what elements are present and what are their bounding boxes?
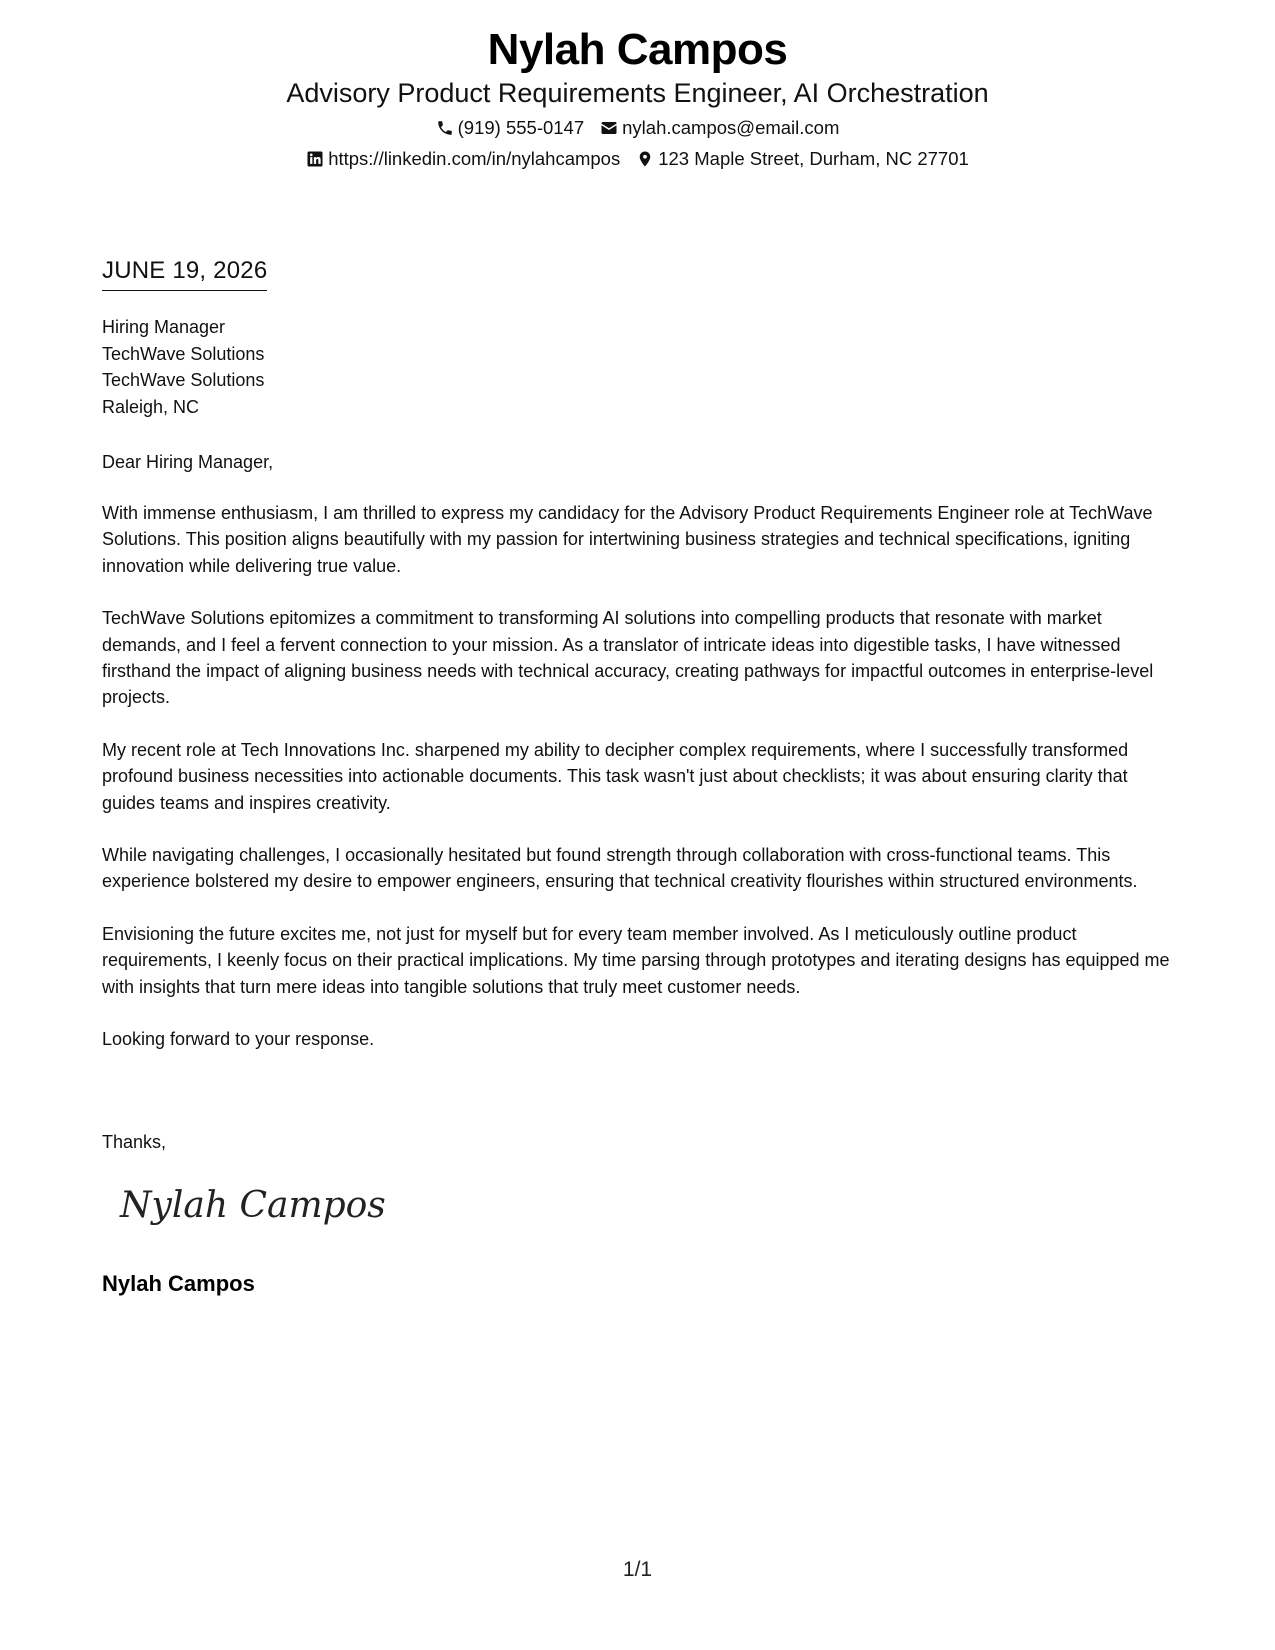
body-paragraph: TechWave Solutions epitomizes a commitment to transforming AI solutions into compelling products that resonate with market demands, and I feel a fervent connection to your mission. As a translator of intricate ideas into digestible tasks, I have witnessed firsthand the impact of aligning business needs with technical accuracy, creating pathways for impactful outcomes in enterprise-level projects. xyxy=(102,608,1154,708)
body-paragraph: Envisioning the future excites me, not just for myself but for every team member involved. As I meticulously outline product requirements, I keenly focus on their practical implications. My time parsing through prototypes and iterating designs has equipped me with insights that turn mere ideas into tangible solutions that truly meet customer needs. xyxy=(102,923,1170,997)
closing: Thanks, xyxy=(102,1132,167,1152)
page-number: 1/1 xyxy=(622,1558,653,1581)
body-paragraph: My recent role at Tech Innovations Inc. sharpened my ability to decipher complex requirements, where I successfully transformed profound business necessities into actionable documents. This task wasn't just about checklists; it was about ensuring clarity that guides teams and inspires creativity. xyxy=(102,739,1129,813)
applicant-name: Nylah Campos xyxy=(487,25,788,74)
letter-body xyxy=(102,500,1182,1079)
linkedin-url[interactable]: https://linkedin.com/in/nylahcampos xyxy=(328,148,621,169)
street-address: 123 Maple Street, Durham, NC 27701 xyxy=(658,148,969,169)
linkedin-icon xyxy=(306,150,324,168)
recipient-line: Raleigh, NC xyxy=(102,396,200,417)
signer-name: Nylah Campos xyxy=(102,1271,255,1296)
handwritten-signature xyxy=(118,1175,386,1235)
body-paragraph: Looking forward to your response. xyxy=(102,1029,375,1050)
phone-number: (919) 555-0147 xyxy=(457,117,585,138)
email-address: nylah.campos@email.com xyxy=(622,117,840,138)
map-pin-icon xyxy=(636,150,654,168)
envelope-icon xyxy=(600,119,618,137)
letter-header xyxy=(0,24,1275,171)
recipient-line: TechWave Solutions xyxy=(102,343,265,364)
contact-email xyxy=(600,116,839,140)
body-paragraph: With immense enthusiasm, I am thrilled to express my candidacy for the Advisory Product Requirements Engineer role at TechWave Solutions. This position aligns beautifully with my passion for intertwining business strategies and technical specifications, igniting innovation while delivering true value. xyxy=(102,503,1153,576)
recipient-line: TechWave Solutions xyxy=(102,370,265,390)
letter-date: JUNE 19, 2026 xyxy=(102,256,267,291)
recipient-line: Hiring Manager xyxy=(102,317,226,337)
recipient-block xyxy=(102,314,264,420)
salutation: Dear Hiring Manager, xyxy=(102,452,274,472)
job-title: Advisory Product Requirements Engineer, AI Orchestration xyxy=(286,78,989,108)
contact-row-primary xyxy=(0,116,1275,140)
contact-linkedin xyxy=(306,147,620,171)
phone-icon xyxy=(436,119,454,137)
contact-row-secondary xyxy=(0,147,1275,171)
contact-address xyxy=(636,147,969,171)
contact-phone xyxy=(436,116,585,140)
signature-text: Nylah Campos xyxy=(120,1185,386,1226)
body-paragraph: While navigating challenges, I occasionally hesitated but found strength through collaboration with cross-functional teams. This experience bolstered my desire to empower engineers, ensuring that technical creativity flourishes within structured environments. xyxy=(102,845,1138,892)
